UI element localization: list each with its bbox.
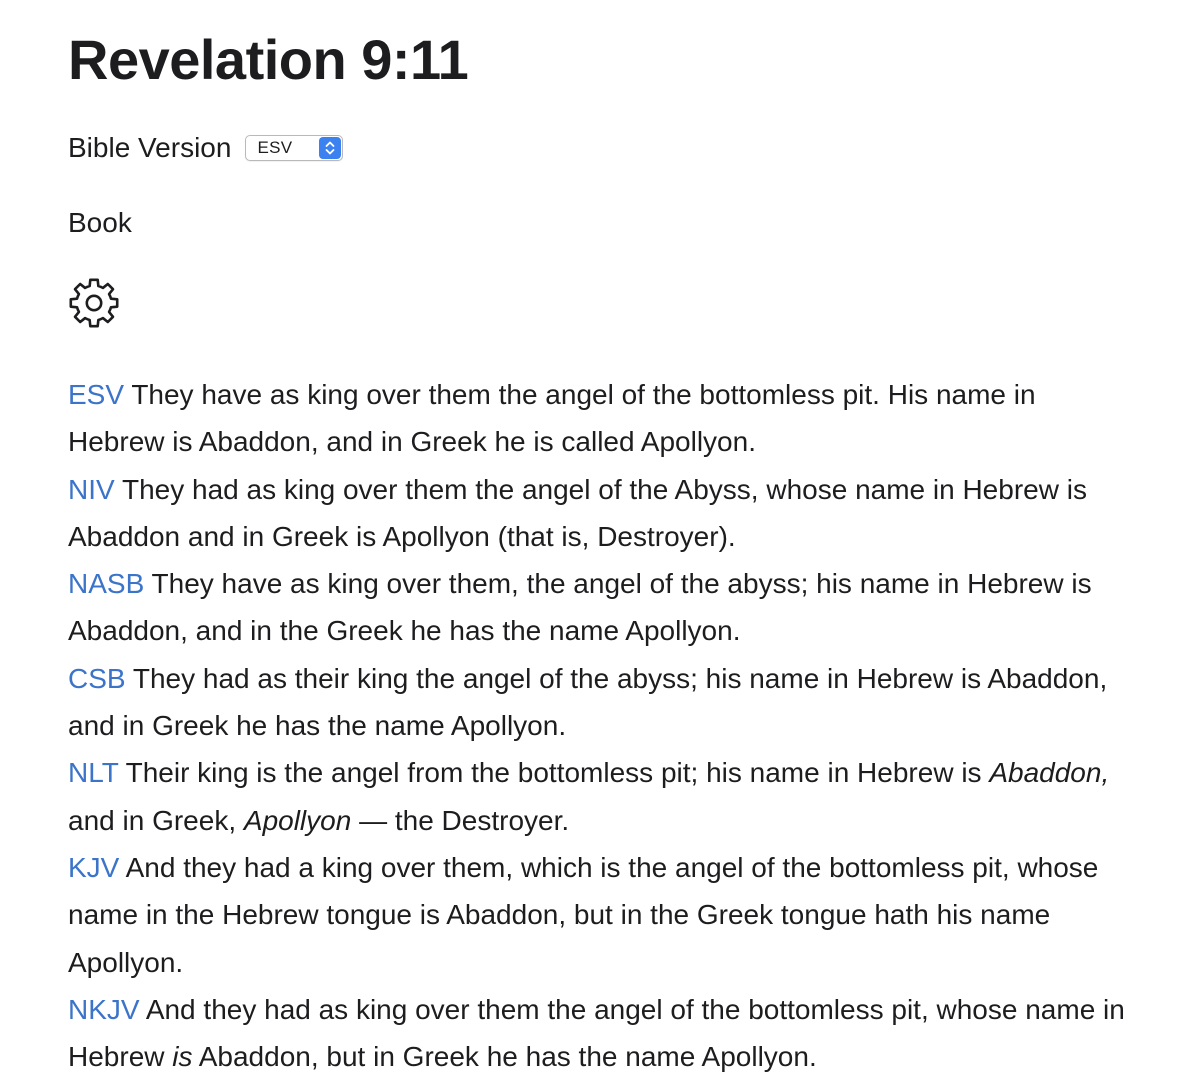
verse-italic-text: Abaddon,: [989, 757, 1110, 789]
verse-italic-text: is: [172, 1041, 193, 1073]
bible-version-selected-value: ESV: [257, 138, 293, 157]
verse-text: Abaddon, but in Greek he has the name Apollyon.: [198, 1041, 817, 1073]
bible-version-row: [68, 128, 343, 168]
verse-text: and in Greek,: [68, 804, 237, 836]
verse-text: They had as their king the angel of the abyss; his name in Hebrew is Abaddon, and in Greek he has the name Apollyon.: [68, 662, 1108, 742]
verse-text: They have as king over them the angel of the bottomless pit. His name in Hebrew is Abaddon, and in Greek he is called Apollyon.: [68, 379, 1036, 458]
verse-nkjv: [68, 986, 1138, 1081]
verse-list: [68, 371, 1138, 1080]
version-link-nasb[interactable]: NASB: [68, 568, 145, 600]
version-link-nlt[interactable]: NLT: [68, 757, 119, 789]
verse-kjv: [68, 844, 1138, 986]
page-title: Revelation 9:11: [68, 28, 469, 91]
select-arrows-icon: [319, 137, 341, 159]
verse-niv: [68, 466, 1138, 561]
verse-text: — the Destroyer.: [359, 804, 570, 836]
bible-version-select[interactable]: [245, 135, 343, 161]
verse-nlt: [68, 749, 1138, 844]
version-link-niv[interactable]: NIV: [68, 473, 115, 505]
verse-csb: [68, 655, 1138, 750]
book-label: Book: [68, 207, 132, 238]
version-link-csb[interactable]: CSB: [68, 662, 126, 694]
verse-nasb: [68, 560, 1138, 655]
bible-version-label: Bible Version: [68, 132, 232, 163]
verse-text: They had as king over them the angel of the Abyss, whose name in Hebrew is Abaddon and in Greek is Apollyon (that is, Destroyer).: [68, 473, 1087, 552]
version-link-kjv[interactable]: KJV: [68, 851, 120, 883]
verse-text: And they had a king over them, which is the angel of the bottomless pit, whose name in the Hebrew tongue is Abaddon, but in the Greek tongue hath his name Apollyon.: [68, 851, 1099, 978]
settings-button[interactable]: [68, 277, 120, 329]
gear-icon: [68, 277, 120, 329]
verse-italic-text: Apollyon: [243, 804, 352, 836]
verse-text: Their king is the angel from the bottomless pit; his name in Hebrew is: [125, 757, 982, 789]
verse-esv: [68, 371, 1138, 466]
version-link-nkjv[interactable]: NKJV: [68, 993, 140, 1025]
version-link-esv[interactable]: ESV: [68, 379, 125, 410]
verse-text: And they had as king over them the angel of the bottomless pit, whose name in Hebrew: [68, 993, 1125, 1073]
verse-text: They have as king over them, the angel of the abyss; his name in Hebrew is Abaddon, and in the Greek he has the name Apollyon.: [68, 568, 1092, 647]
